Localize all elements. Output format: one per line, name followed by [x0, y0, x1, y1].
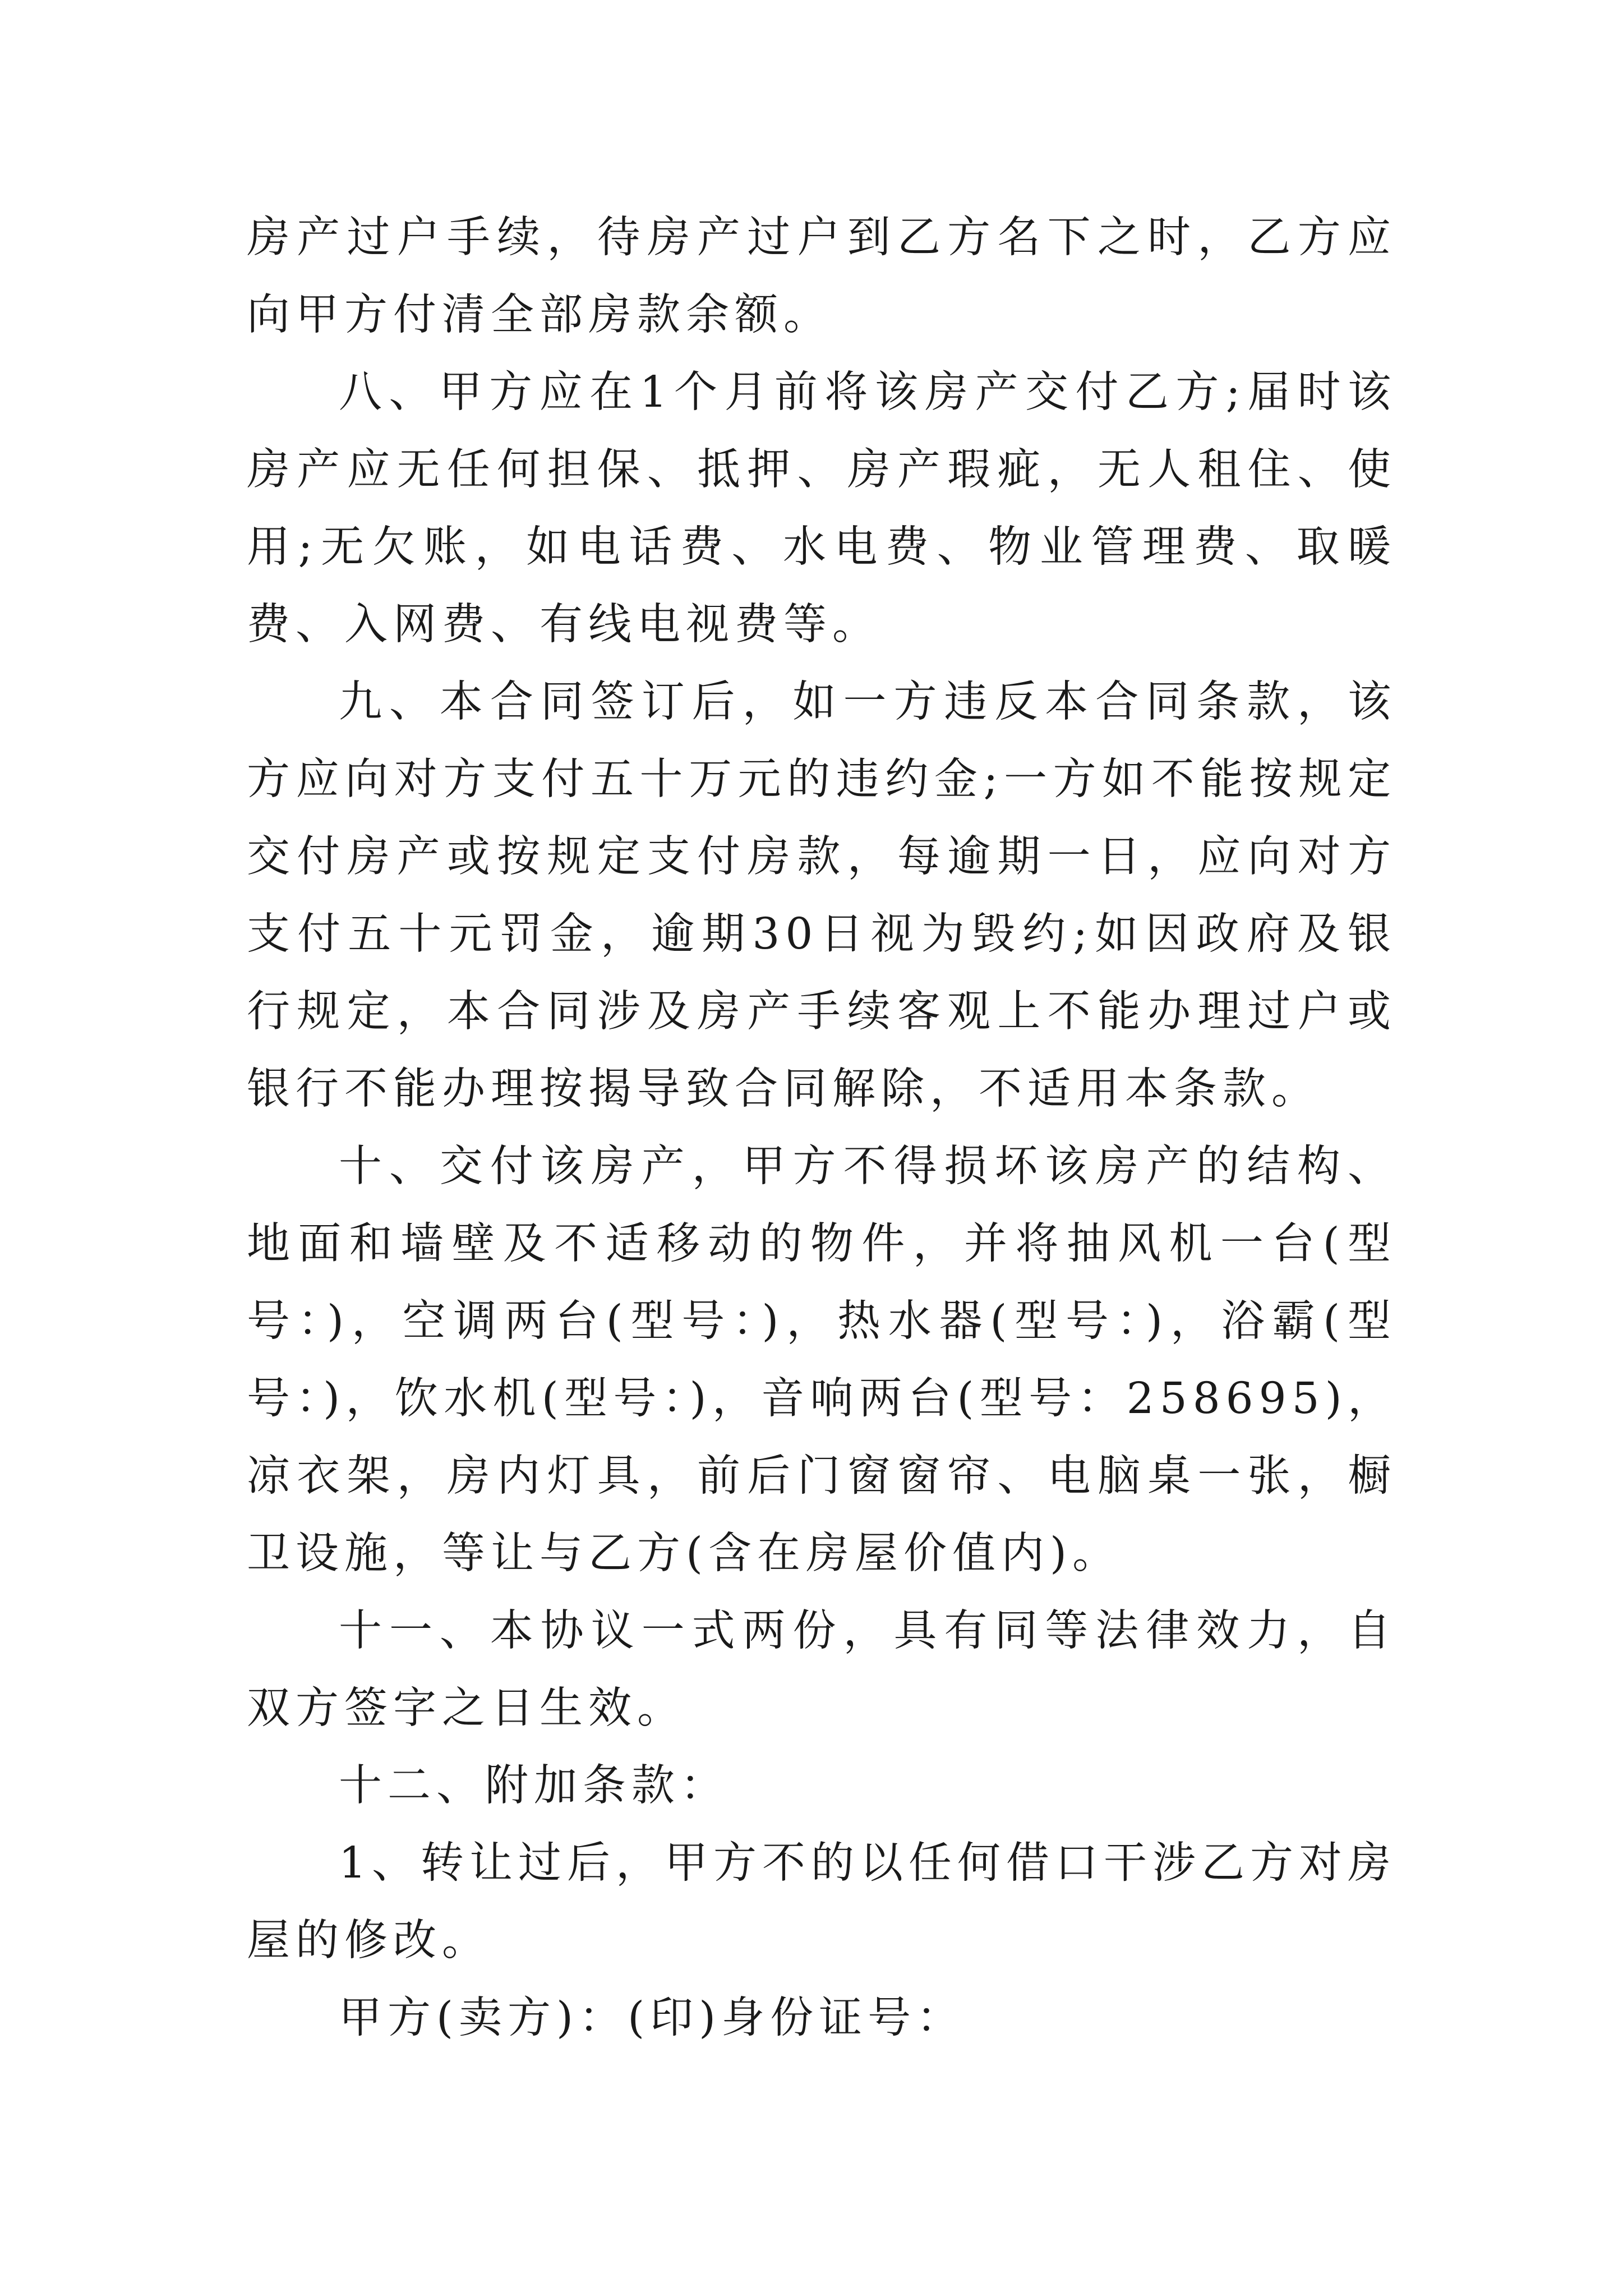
paragraph-clause-12: 十二、附加条款： — [339, 1761, 729, 1811]
paragraph-additional-term-1: 1、转让过后，甲方不的以任何借口干涉乙方对房屋的修改。 — [247, 1838, 1396, 1966]
paragraph-clause-9: 九、本合同签订后，如一方违反本合同条款，该方应向对方支付五十万元的违约金;一方如不能按规定交付房产或按规定支付房款，每逾期一日，应向对方支付五十元罚金，逾期30日视为毁约;如因政府及银行规定，本合同涉及房产手续客观上不能办理过户或银行不能办理按揭导致合同解除，不适用本条款。 — [247, 677, 1396, 1114]
paragraph-continuation: 房产过户手续，待房产过户到乙方名下之时，乙方应向甲方付清全部房款余额。 — [247, 213, 1396, 340]
paragraph-clause-8: 八、甲方应在1个月前将该房产交付乙方;届时该房产应无任何担保、抵押、房产瑕疵，无人租住、使用;无欠账，如电话费、水电费、物业管理费、取暖费、入网费、有线电视费等。 — [247, 367, 1396, 650]
paragraph-clause-11: 十一、本协议一式两份，具有同等法律效力，自双方签字之日生效。 — [247, 1606, 1396, 1733]
paragraph-signature-party-a: 甲方(卖方)：(印)身份证号： — [339, 1993, 966, 2043]
document-body — [247, 199, 1396, 2057]
paragraph-clause-10: 十、交付该房产，甲方不得损坏该房产的结构、地面和墙壁及不适移动的物件，并将抽风机一台(型号：)，空调两台(型号：)，热水器(型号：)，浴霸(型号：)，饮水机(型号：)，音响两台(型号：258695)，凉衣架，房内灯具，前后门窗窗帘、电脑桌一张，橱卫设施，等让与乙方(含在房屋价值内)。 — [247, 1142, 1396, 1579]
